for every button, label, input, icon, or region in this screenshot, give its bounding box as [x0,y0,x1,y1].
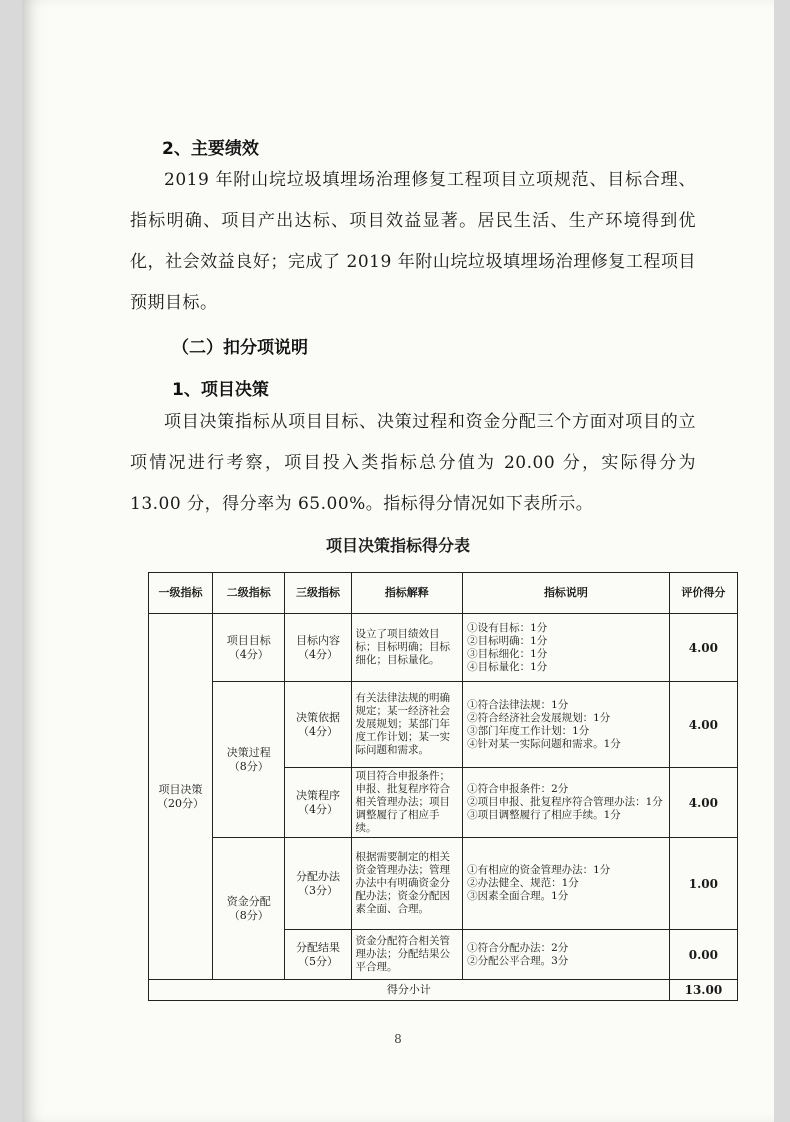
score-table [148,572,738,1001]
note-line: ①符合申报条件：2分 [467,783,569,795]
subtotal-score: 13.00 [669,980,737,1001]
header-level2: 二级指标 [213,573,285,614]
level3-cell [285,614,351,682]
subtotal-label: 得分小计 [149,980,670,1001]
deduction-heading: （二）扣分项说明 [172,338,308,358]
header-explain: 指标解释 [351,573,463,614]
explain-cell: 资金分配符合相关管理办法；分配结果公平合理。 [351,930,463,980]
level3-name: 决策程序 [295,788,340,802]
level2-cell [213,682,285,838]
level3-score: （4分） [297,724,338,738]
level3-cell [285,930,351,980]
table-row [149,838,738,930]
level3-name: 决策依据 [295,710,340,724]
section-heading: 2、主要绩效 [162,139,259,159]
notes-cell [463,682,670,768]
level2-name: 项目目标 [226,633,271,647]
decision-paragraph: 项目决策指标从项目目标、决策过程和资金分配三个方面对项目的立项情况进行考察，项目投入类指标总分值为 20.00 分，实际得分为 13.00 分，得分率为 65.00%。指标得分情况如下表所示。 [130,412,696,514]
note-line: ③因素全面合理。1分 [467,890,569,902]
level2-cell [213,838,285,980]
level2-name: 决策过程 [226,745,271,759]
note-line: ④目标量化：1分 [467,660,548,673]
subtotal-row [149,980,738,1001]
score-value: 0.00 [669,930,737,980]
notes-cell [463,930,670,980]
level3-name: 目标内容 [295,633,340,647]
note-line: ①设有目标：1分 [467,621,548,634]
performance-paragraph: 2019 年附山垸垃圾填埋场治理修复工程项目立项规范、目标合理、指标明确、项目产出达标、项目效益显著。居民生活、生产环境得到优化，社会效益良好；完成了 2019 年附山垸垃圾填埋场治理修复工程项目预期目标。 [130,170,696,313]
notes-cell [463,768,670,838]
level2-score: （8分） [228,908,269,922]
level2-cell [213,614,285,682]
header-level1: 一级指标 [149,573,213,614]
level3-cell [285,682,351,768]
notes-cell [463,838,670,930]
page-number: 8 [394,1032,402,1046]
level2-name: 资金分配 [226,894,271,908]
decision-heading: 1、项目决策 [172,380,269,400]
level1-score: （20分） [157,796,205,810]
header-notes: 指标说明 [463,573,670,614]
note-line: ②符合经济社会发展规划：1分 [467,711,611,724]
note-line: ③目标细化：1分 [467,647,548,660]
note-line: ③部门年度工作计划：1分 [467,724,590,737]
table-header-row [149,573,738,614]
note-line: ①有相应的资金管理办法：1分 [467,864,611,876]
document-page [22,0,774,1122]
explain-cell: 根据需要制定的相关资金管理办法；管理办法中有明确资金分配办法；资金分配因素全面、合理。 [351,838,463,930]
explain-cell: 项目符合申报条件；申报、批复程序符合相关管理办法；项目调整履行了相应手续。 [351,768,463,838]
note-line: ②项目申报、批复程序符合管理办法：1分 [467,796,663,808]
score-value: 1.00 [669,838,737,930]
note-line: ④针对某一实际问题和需求。1分 [467,737,621,750]
header-level3: 三级指标 [285,573,351,614]
level3-cell [285,838,351,930]
level3-score: （5分） [297,954,338,968]
level1-name: 项目决策 [158,782,203,796]
header-score: 评价得分 [669,573,737,614]
explain-cell: 设立了项目绩效目标；目标明确；目标细化；目标量化。 [351,614,463,682]
notes-cell [463,614,670,682]
table-row [149,614,738,682]
level1-cell [149,614,213,980]
note-line: ①符合分配办法：2分 [467,941,569,954]
level2-score: （4分） [228,647,269,661]
table-row [149,682,738,768]
note-line: ③项目调整履行了相应手续。1分 [467,809,621,821]
level2-score: （8分） [228,759,269,773]
score-value: 4.00 [669,682,737,768]
score-value: 4.00 [669,614,737,682]
note-line: ②办法健全、规范：1分 [467,877,579,889]
level3-name: 分配办法 [295,869,340,883]
score-value: 4.00 [669,768,737,838]
level3-name: 分配结果 [295,940,340,954]
note-line: ②目标明确：1分 [467,634,548,647]
level3-score: （4分） [297,647,338,661]
level3-score: （4分） [297,802,338,816]
note-line: ②分配公平合理。3分 [467,954,569,967]
note-line: ①符合法律法规：1分 [467,698,569,711]
level3-cell [285,768,351,838]
explain-cell: 有关法律法规的明确规定；某一经济社会发展规划；某部门年度工作计划；某一实际问题和需求。 [351,682,463,768]
table-title: 项目决策指标得分表 [325,536,470,555]
level3-score: （3分） [297,883,338,897]
